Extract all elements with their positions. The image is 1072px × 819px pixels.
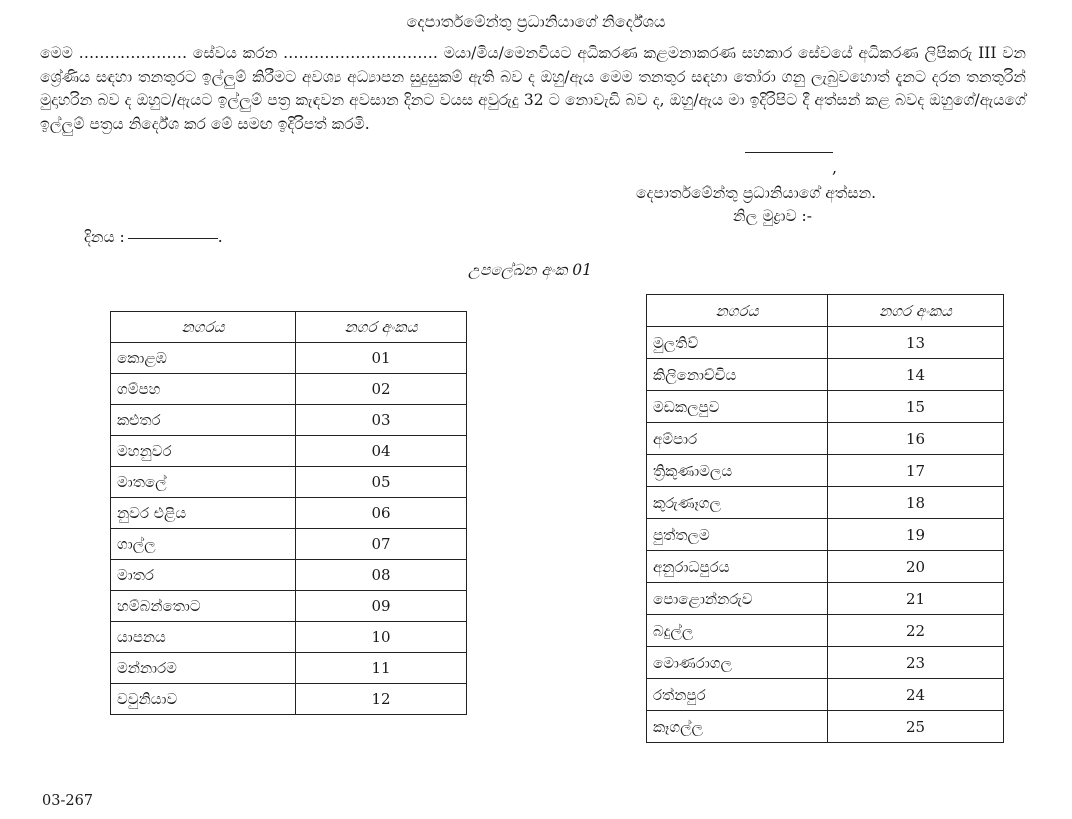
- city-name: කුරුණෑගල: [647, 487, 828, 519]
- header-city: නගරය: [647, 295, 828, 327]
- city-code: 22: [828, 615, 1004, 647]
- table-row: [111, 653, 467, 684]
- city-code: 13: [828, 327, 1004, 359]
- signature-label: දෙපාර්තමේන්තු ප්‍රධානියාගේ අත්සන.: [636, 184, 877, 202]
- table-row: [647, 359, 1004, 391]
- table-row: [647, 583, 1004, 615]
- city-name: කොළඹ: [111, 343, 296, 374]
- city-code: 08: [296, 560, 467, 591]
- city-name: මහනුවර: [111, 436, 296, 467]
- city-name: ත්‍රිකුණාමලය: [647, 455, 828, 487]
- city-name: පොළොන්නරුව: [647, 583, 828, 615]
- signature-comma: ,: [832, 158, 838, 177]
- table-header-row: [111, 312, 467, 343]
- city-name: අම්පාර: [647, 423, 828, 455]
- city-name: බදුල්ල: [647, 615, 828, 647]
- city-name: කෑගල්ල: [647, 711, 828, 743]
- header-code: නගර අංකය: [296, 312, 467, 343]
- table-row: [111, 405, 467, 436]
- city-code: 21: [828, 583, 1004, 615]
- table-row: [647, 711, 1004, 743]
- city-code: 12: [296, 684, 467, 715]
- table-row: [111, 498, 467, 529]
- table-row: [647, 519, 1004, 551]
- table-row: [111, 374, 467, 405]
- city-name: හම්බන්තොට: [111, 591, 296, 622]
- city-name: කළුතර: [111, 405, 296, 436]
- table-row: [647, 423, 1004, 455]
- city-code: 06: [296, 498, 467, 529]
- city-code: 15: [828, 391, 1004, 423]
- city-name: මාතර: [111, 560, 296, 591]
- header-code: නගර අංකය: [828, 295, 1004, 327]
- city-code: 16: [828, 423, 1004, 455]
- city-code: 05: [296, 467, 467, 498]
- document-code: 03-267: [42, 793, 94, 809]
- city-name: වවුනියාව: [111, 684, 296, 715]
- city-code: 10: [296, 622, 467, 653]
- city-code: 24: [828, 679, 1004, 711]
- table-row: [111, 436, 467, 467]
- table-row: [111, 622, 467, 653]
- city-code: 11: [296, 653, 467, 684]
- table-row: [647, 647, 1004, 679]
- city-name: මන්නාරම: [111, 653, 296, 684]
- city-code: 04: [296, 436, 467, 467]
- signature-line: [745, 152, 833, 153]
- city-name: අනුරාධපුරය: [647, 551, 828, 583]
- city-name: මාතලේ: [111, 467, 296, 498]
- table-row: [647, 487, 1004, 519]
- city-code: 09: [296, 591, 467, 622]
- city-name: කිලිනොච්චිය: [647, 359, 828, 391]
- city-name: ගම්පහ: [111, 374, 296, 405]
- city-code: 25: [828, 711, 1004, 743]
- table-row: [111, 467, 467, 498]
- city-name: නුවර එළිය: [111, 498, 296, 529]
- city-name: මොණරාගල: [647, 647, 828, 679]
- page-title: දෙපාර්තමේන්තු ප්‍රධානියාගේ නිර්දේශය: [406, 12, 666, 31]
- date-end: .: [217, 228, 223, 246]
- table-row: [647, 455, 1004, 487]
- annex-title: උපලේඛන අංක 01: [468, 261, 593, 279]
- city-name: ගාල්ල: [111, 529, 296, 560]
- city-code: 07: [296, 529, 467, 560]
- official-seal-label: නිල මුද්‍රාව :-: [733, 207, 812, 225]
- table-row: [647, 615, 1004, 647]
- city-name: මඩකලපුව: [647, 391, 828, 423]
- table-row: [111, 560, 467, 591]
- city-code: 14: [828, 359, 1004, 391]
- city-code: 18: [828, 487, 1004, 519]
- table-row: [111, 529, 467, 560]
- table-header-row: [647, 295, 1004, 327]
- city-code: 19: [828, 519, 1004, 551]
- table-row: [647, 327, 1004, 359]
- table-row: [647, 551, 1004, 583]
- table-row: [647, 679, 1004, 711]
- date-label: දිනය :: [84, 228, 125, 246]
- city-name: මුලතිව්: [647, 327, 828, 359]
- city-name: යාපනය: [111, 622, 296, 653]
- city-code-table-right: [646, 294, 1004, 743]
- city-code: 02: [296, 374, 467, 405]
- city-code: 03: [296, 405, 467, 436]
- city-code: 01: [296, 343, 467, 374]
- city-name: පුත්තලම: [647, 519, 828, 551]
- date-line: [128, 238, 218, 239]
- city-code: 17: [828, 455, 1004, 487]
- recommendation-paragraph: මෙම ………………… සේවය කරන ………………………… මයා/මිය/මෙනවියට අධිකරණ කළමනාකරණ සහකාර සේවයේ අධිකරණ ලිපිකරු III වන ශ්‍රේණිය සඳහා තනතුරට ඉල්ලුම් කිරීමට අවශ්‍ය අධ්‍යාපන සුදුසුකම් ඇති බව ද ඔහු/ඇය මෙම තනතුර සඳහා තෝරා ගනු ලැබුවහොත් දැනට දරන තනතුරින් මුදාහරින බව ද ඔහුට/ඇයට ඉල්ලුම් පත්‍ර කැඳවන අවසාන දිනට වයස අවුරුදු 32 ට නොවැඩි බව ද, ඔහු/ඇය මා ඉදිරිපිට දී අත්සන් කළ බවද ඔහුගේ/ඇයගේ ඉල්ලුම් පත්‍රය නිර්දේශ කර මේ සමඟ ඉදිරිපත් කරමි.: [40, 44, 1026, 133]
- table-row: [111, 684, 467, 715]
- header-city: නගරය: [111, 312, 296, 343]
- table-row: [111, 343, 467, 374]
- date-field: [84, 228, 223, 247]
- city-code: 23: [828, 647, 1004, 679]
- table-row: [111, 591, 467, 622]
- city-code: 20: [828, 551, 1004, 583]
- table-row: [647, 391, 1004, 423]
- city-name: රත්නපුර: [647, 679, 828, 711]
- city-code-table-left: [110, 311, 467, 715]
